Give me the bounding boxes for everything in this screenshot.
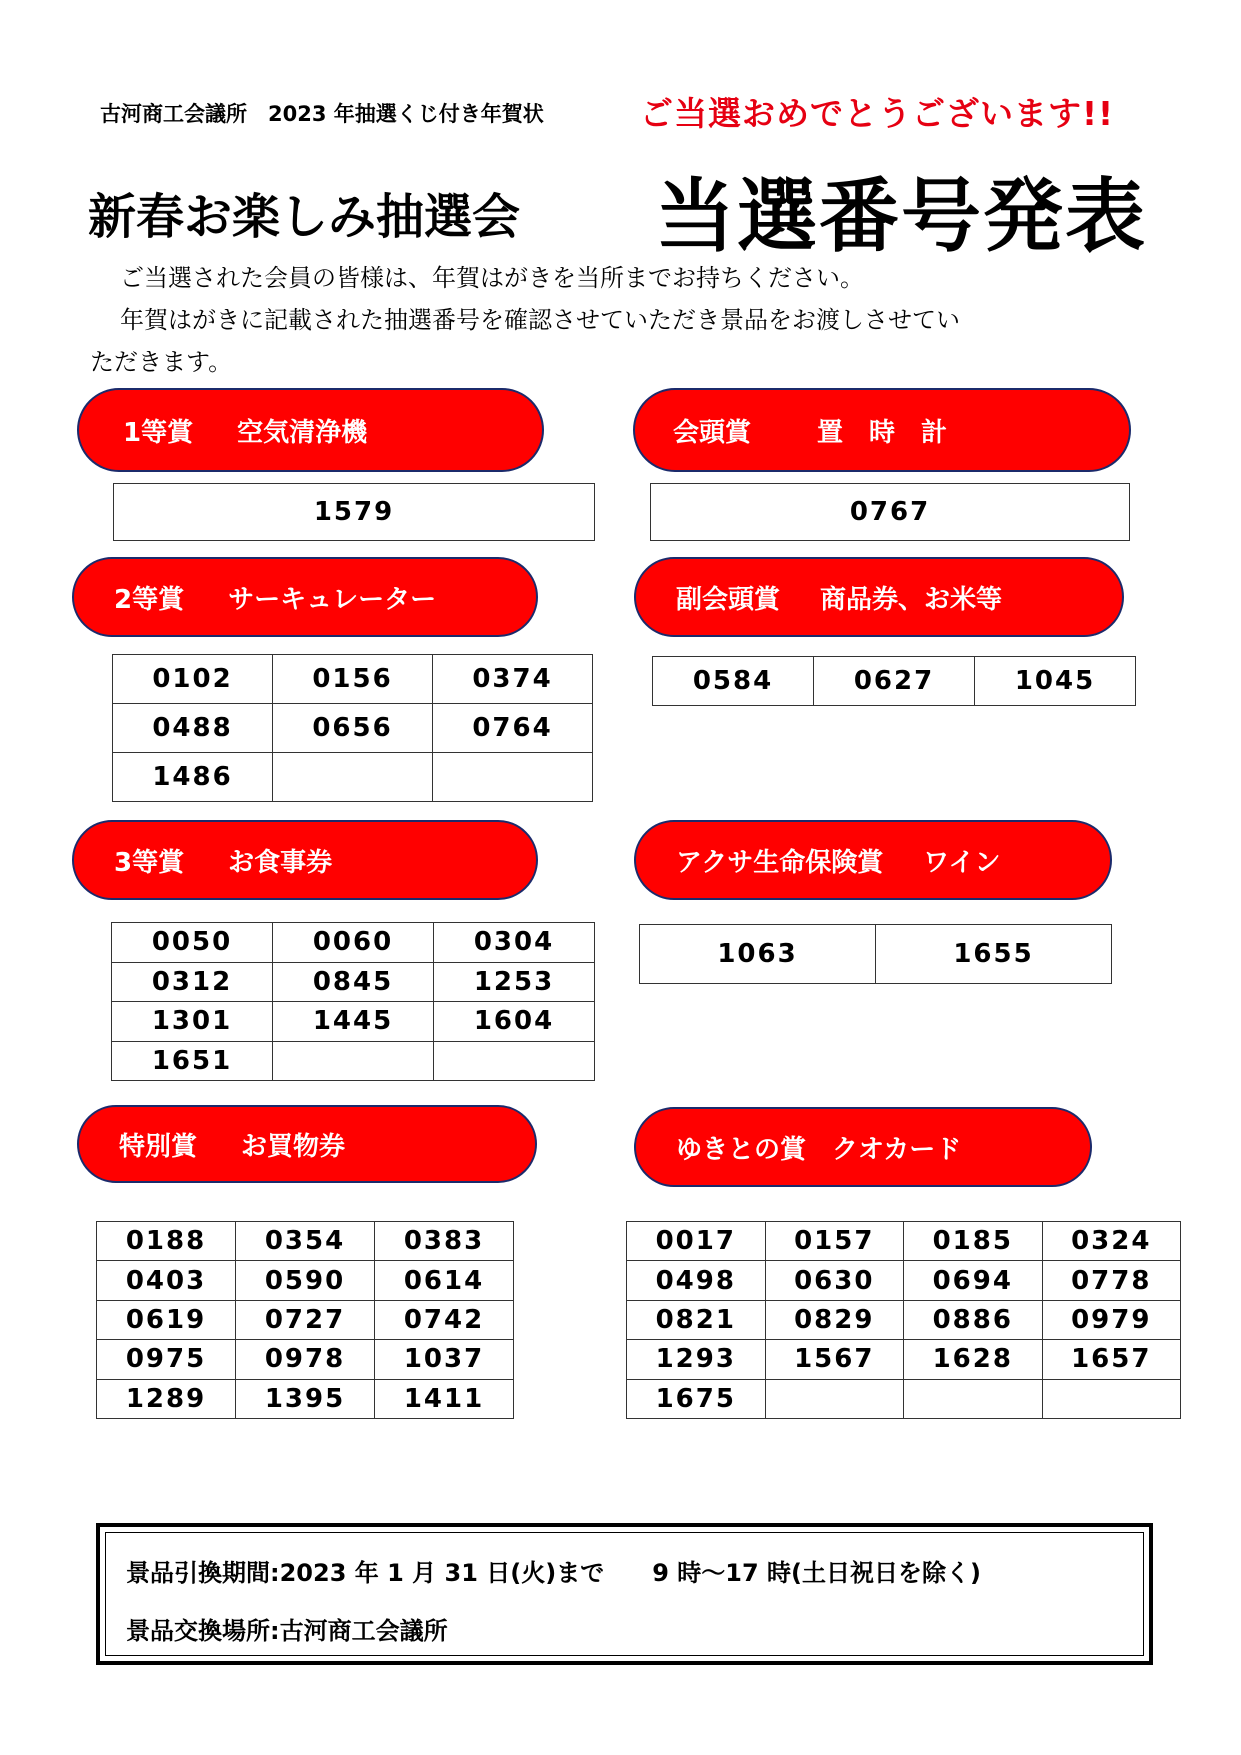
winning-number: 0185 <box>904 1222 1043 1261</box>
table-row <box>627 1300 1181 1339</box>
prize-rank: 副会頭賞 <box>676 584 781 615</box>
winning-number: 0767 <box>651 484 1130 541</box>
table-row <box>97 1222 514 1261</box>
winning-number: 0975 <box>97 1340 236 1379</box>
winning-number: 1579 <box>114 484 595 541</box>
winning-number: 1628 <box>904 1340 1043 1379</box>
winning-number: 0157 <box>765 1222 904 1261</box>
intro-line-3: ただきます。 <box>90 348 233 376</box>
table-row <box>112 1041 595 1081</box>
winning-number: 0102 <box>113 655 273 704</box>
prize-banner-axa <box>634 820 1112 900</box>
winning-number: 1567 <box>765 1340 904 1379</box>
winning-number: 1486 <box>113 753 273 802</box>
winning-number: 0304 <box>434 923 595 963</box>
winning-number: 0188 <box>97 1222 236 1261</box>
exchange-info-box <box>96 1523 1153 1665</box>
prize-banner-third <box>72 820 538 900</box>
winning-number: 0821 <box>627 1300 766 1339</box>
winning-number: 0488 <box>113 704 273 753</box>
table-row <box>97 1300 514 1339</box>
winning-number: 0656 <box>273 704 433 753</box>
winning-number: 0403 <box>97 1261 236 1300</box>
winning-number: 0778 <box>1042 1261 1181 1300</box>
prize-banner-president <box>633 388 1131 472</box>
table-row <box>112 1002 595 1042</box>
winning-number: 0017 <box>627 1222 766 1261</box>
numbers-table-second <box>112 654 593 802</box>
numbers-table-third <box>111 922 595 1081</box>
table-row <box>627 1340 1181 1379</box>
prize-item: 置 時 計 <box>817 417 948 448</box>
winning-number: 0619 <box>97 1300 236 1339</box>
numbers-table-yukito <box>626 1221 1181 1419</box>
prize-item: 空気清浄機 <box>237 417 368 448</box>
winning-number: 1395 <box>236 1379 375 1418</box>
winning-number: 1657 <box>1042 1340 1181 1379</box>
prize-banner-vice <box>634 557 1124 637</box>
winning-number: 1675 <box>627 1379 766 1418</box>
winning-number: 0614 <box>375 1261 514 1300</box>
prize-rank: 特別賞 <box>119 1131 198 1162</box>
winning-number: 0060 <box>273 923 434 963</box>
table-row <box>97 1379 514 1418</box>
winning-number: 1301 <box>112 1002 273 1042</box>
numbers-table-first <box>113 483 595 541</box>
numbers-table-president <box>650 483 1130 541</box>
winning-number: 1293 <box>627 1340 766 1379</box>
empty-cell <box>434 1041 595 1081</box>
announcement-title: 当選番号発表 <box>655 170 1147 263</box>
winning-number: 0584 <box>653 657 814 706</box>
prize-item: サーキュレーター <box>228 584 437 615</box>
winning-number: 0312 <box>112 962 273 1002</box>
empty-cell <box>273 1041 434 1081</box>
prize-rank: 1等賞 <box>123 417 194 448</box>
winning-number: 1063 <box>640 925 876 984</box>
table-row <box>113 704 593 753</box>
prize-banner-second <box>72 557 538 637</box>
winning-number: 0590 <box>236 1261 375 1300</box>
prize-banner-special <box>77 1105 537 1183</box>
prize-banner-first <box>77 388 544 472</box>
winning-number: 1655 <box>876 925 1112 984</box>
prize-rank: 会頭賞 <box>673 417 752 448</box>
prize-item: 商品券、お米等 <box>820 584 1003 615</box>
table-row <box>627 1261 1181 1300</box>
winning-number: 1604 <box>434 1002 595 1042</box>
winning-number: 0979 <box>1042 1300 1181 1339</box>
table-row <box>112 923 595 963</box>
table-row <box>653 657 1136 706</box>
prize-rank: 3等賞 <box>114 847 185 878</box>
empty-cell <box>433 753 593 802</box>
table-row <box>113 655 593 704</box>
winning-number: 0050 <box>112 923 273 963</box>
winning-number: 0829 <box>765 1300 904 1339</box>
numbers-table-axa <box>639 924 1112 984</box>
winning-number: 1037 <box>375 1340 514 1379</box>
organizer-line: 古河商工会議所 2023 年抽選くじ付き年賀状 <box>100 102 544 126</box>
intro-line-2: 年賀はがきに記載された抽選番号を確認させていただき景品をお渡しさせてい <box>120 306 960 334</box>
table-row <box>627 1222 1181 1261</box>
exchange-place: 景品交換場所:古河商工会議所 <box>126 1617 448 1645</box>
winning-number: 0742 <box>375 1300 514 1339</box>
winning-number: 0694 <box>904 1261 1043 1300</box>
winning-number: 1411 <box>375 1379 514 1418</box>
winning-number: 0627 <box>814 657 975 706</box>
prize-banner-yukito <box>634 1107 1092 1187</box>
winning-number: 0498 <box>627 1261 766 1300</box>
winning-number: 0354 <box>236 1222 375 1261</box>
winning-number: 0764 <box>433 704 593 753</box>
congrats-text: ご当選おめでとうございます!! <box>640 94 1115 133</box>
winning-number: 0374 <box>433 655 593 704</box>
winning-number: 0845 <box>273 962 434 1002</box>
prize-item: クオカード <box>832 1134 962 1165</box>
exchange-info-inner <box>105 1532 1144 1656</box>
prize-rank: アクサ生命保険賞 <box>676 847 884 878</box>
prize-item: お買物券 <box>241 1131 346 1162</box>
winning-number: 0383 <box>375 1222 514 1261</box>
winning-number: 0886 <box>904 1300 1043 1339</box>
table-row <box>113 753 593 802</box>
winning-number: 1289 <box>97 1379 236 1418</box>
main-title: 新春お楽しみ抽選会 <box>88 189 521 245</box>
winning-number: 1445 <box>273 1002 434 1042</box>
table-row <box>114 484 595 541</box>
winning-number: 1651 <box>112 1041 273 1081</box>
table-row <box>97 1261 514 1300</box>
exchange-period: 景品引換期間:2023 年 1 月 31 日(火)まで 9 時～17 時(土日祝日を除く) <box>126 1559 981 1587</box>
winning-number: 1045 <box>975 657 1136 706</box>
table-row <box>640 925 1112 984</box>
numbers-table-special <box>96 1221 514 1419</box>
empty-cell <box>1042 1379 1181 1418</box>
table-row <box>112 962 595 1002</box>
table-row <box>651 484 1130 541</box>
empty-cell <box>904 1379 1043 1418</box>
empty-cell <box>765 1379 904 1418</box>
winning-number: 0630 <box>765 1261 904 1300</box>
prize-item: お食事券 <box>228 847 333 878</box>
table-row <box>97 1340 514 1379</box>
intro-line-1: ご当選された会員の皆様は、年賀はがきを当所までお持ちください。 <box>120 264 864 292</box>
prize-rank: ゆきとの賞 <box>676 1134 807 1165</box>
winning-number: 0324 <box>1042 1222 1181 1261</box>
numbers-table-vice <box>652 656 1136 706</box>
empty-cell <box>273 753 433 802</box>
table-row <box>627 1379 1181 1418</box>
winning-number: 0727 <box>236 1300 375 1339</box>
winning-number: 1253 <box>434 962 595 1002</box>
prize-item: ワイン <box>923 847 1001 878</box>
winning-number: 0978 <box>236 1340 375 1379</box>
winning-number: 0156 <box>273 655 433 704</box>
prize-rank: 2等賞 <box>114 584 185 615</box>
